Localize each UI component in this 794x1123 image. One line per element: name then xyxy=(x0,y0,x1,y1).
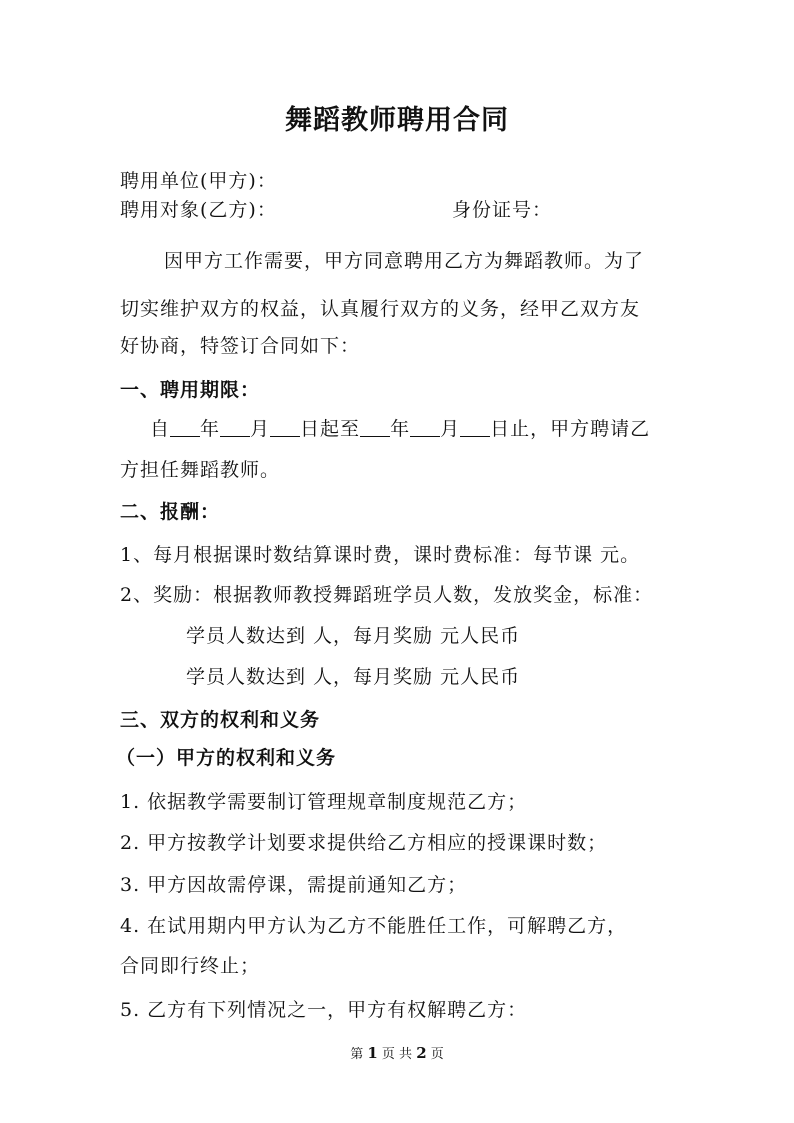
period-year: 年 xyxy=(200,418,221,440)
intro-line-2: 切实维护双方的权益，认真履行双方的义务，经甲乙双方友 xyxy=(120,298,641,320)
page-footer xyxy=(0,1043,794,1062)
employer-label: 聘用单位(甲方)： xyxy=(120,170,277,192)
reward-standard-1: 学员人数达到 人，每月奖励 元人民币 xyxy=(186,625,521,647)
document-title: 舞蹈教师聘用合同 xyxy=(285,105,509,136)
duty-item-4-cont: 合同即行终止； xyxy=(120,955,261,977)
footer-page-number: 1 xyxy=(367,1044,378,1062)
start-month-blank xyxy=(220,418,250,437)
period-start: 日起至 xyxy=(300,418,361,440)
pay-item-2: 2、奖励：根据教师教授舞蹈班学员人数，发放奖金，标准： xyxy=(120,584,654,606)
footer-page-total: 2 xyxy=(416,1044,427,1062)
footer-page-mid: 页 共 xyxy=(381,1047,413,1062)
employment-period-line-2: 方担任舞蹈教师。 xyxy=(120,459,281,481)
start-day-blank xyxy=(270,418,300,437)
pay-item-1: 1、每月根据课时数结算课时费，课时费标准：每节课 元。 xyxy=(120,544,641,566)
duty-item-3: 3. 甲方因故需停课，需提前通知乙方； xyxy=(120,874,468,896)
period-from: 自 xyxy=(150,418,171,440)
duty-item-1: 1. 依据教学需要制订管理规章制度规范乙方； xyxy=(120,791,528,813)
end-year-blank xyxy=(360,418,390,437)
period-end: 日止，甲方聘请乙 xyxy=(490,418,651,440)
footer-page-word: 第 xyxy=(350,1047,364,1062)
footer-page-end: 页 xyxy=(430,1047,444,1062)
section-3-sub-heading: （一）甲方的权利和义务 xyxy=(116,747,337,769)
reward-standard-2: 学员人数达到 人，每月奖励 元人民币 xyxy=(186,666,521,688)
section-2-heading: 二、报酬： xyxy=(120,501,221,523)
end-day-blank xyxy=(460,418,490,437)
employment-period-line xyxy=(150,414,650,441)
duty-item-5: 5. 乙方有下列情况之一，甲方有权解聘乙方： xyxy=(120,999,528,1021)
period-month-2: 月 xyxy=(440,418,461,440)
period-year-2: 年 xyxy=(390,418,411,440)
period-month: 月 xyxy=(250,418,271,440)
duty-item-4: 4. 在试用期内甲方认为乙方不能胜任工作，可解聘乙方， xyxy=(120,915,628,937)
section-1-heading: 一、聘用期限： xyxy=(120,379,261,401)
intro-line-1: 因甲方工作需要，甲方同意聘用乙方为舞蹈教师。为了 xyxy=(164,250,645,272)
id-number-label: 身份证号： xyxy=(452,199,553,221)
employee-label: 聘用对象(乙方)： xyxy=(120,199,277,221)
intro-line-3: 好协商，特签订合同如下： xyxy=(120,335,361,357)
end-month-blank xyxy=(410,418,440,437)
section-3-heading: 三、双方的权利和义务 xyxy=(120,709,321,731)
start-year-blank xyxy=(170,418,200,437)
duty-item-2: 2. 甲方按教学计划要求提供给乙方相应的授课课时数； xyxy=(120,832,608,854)
